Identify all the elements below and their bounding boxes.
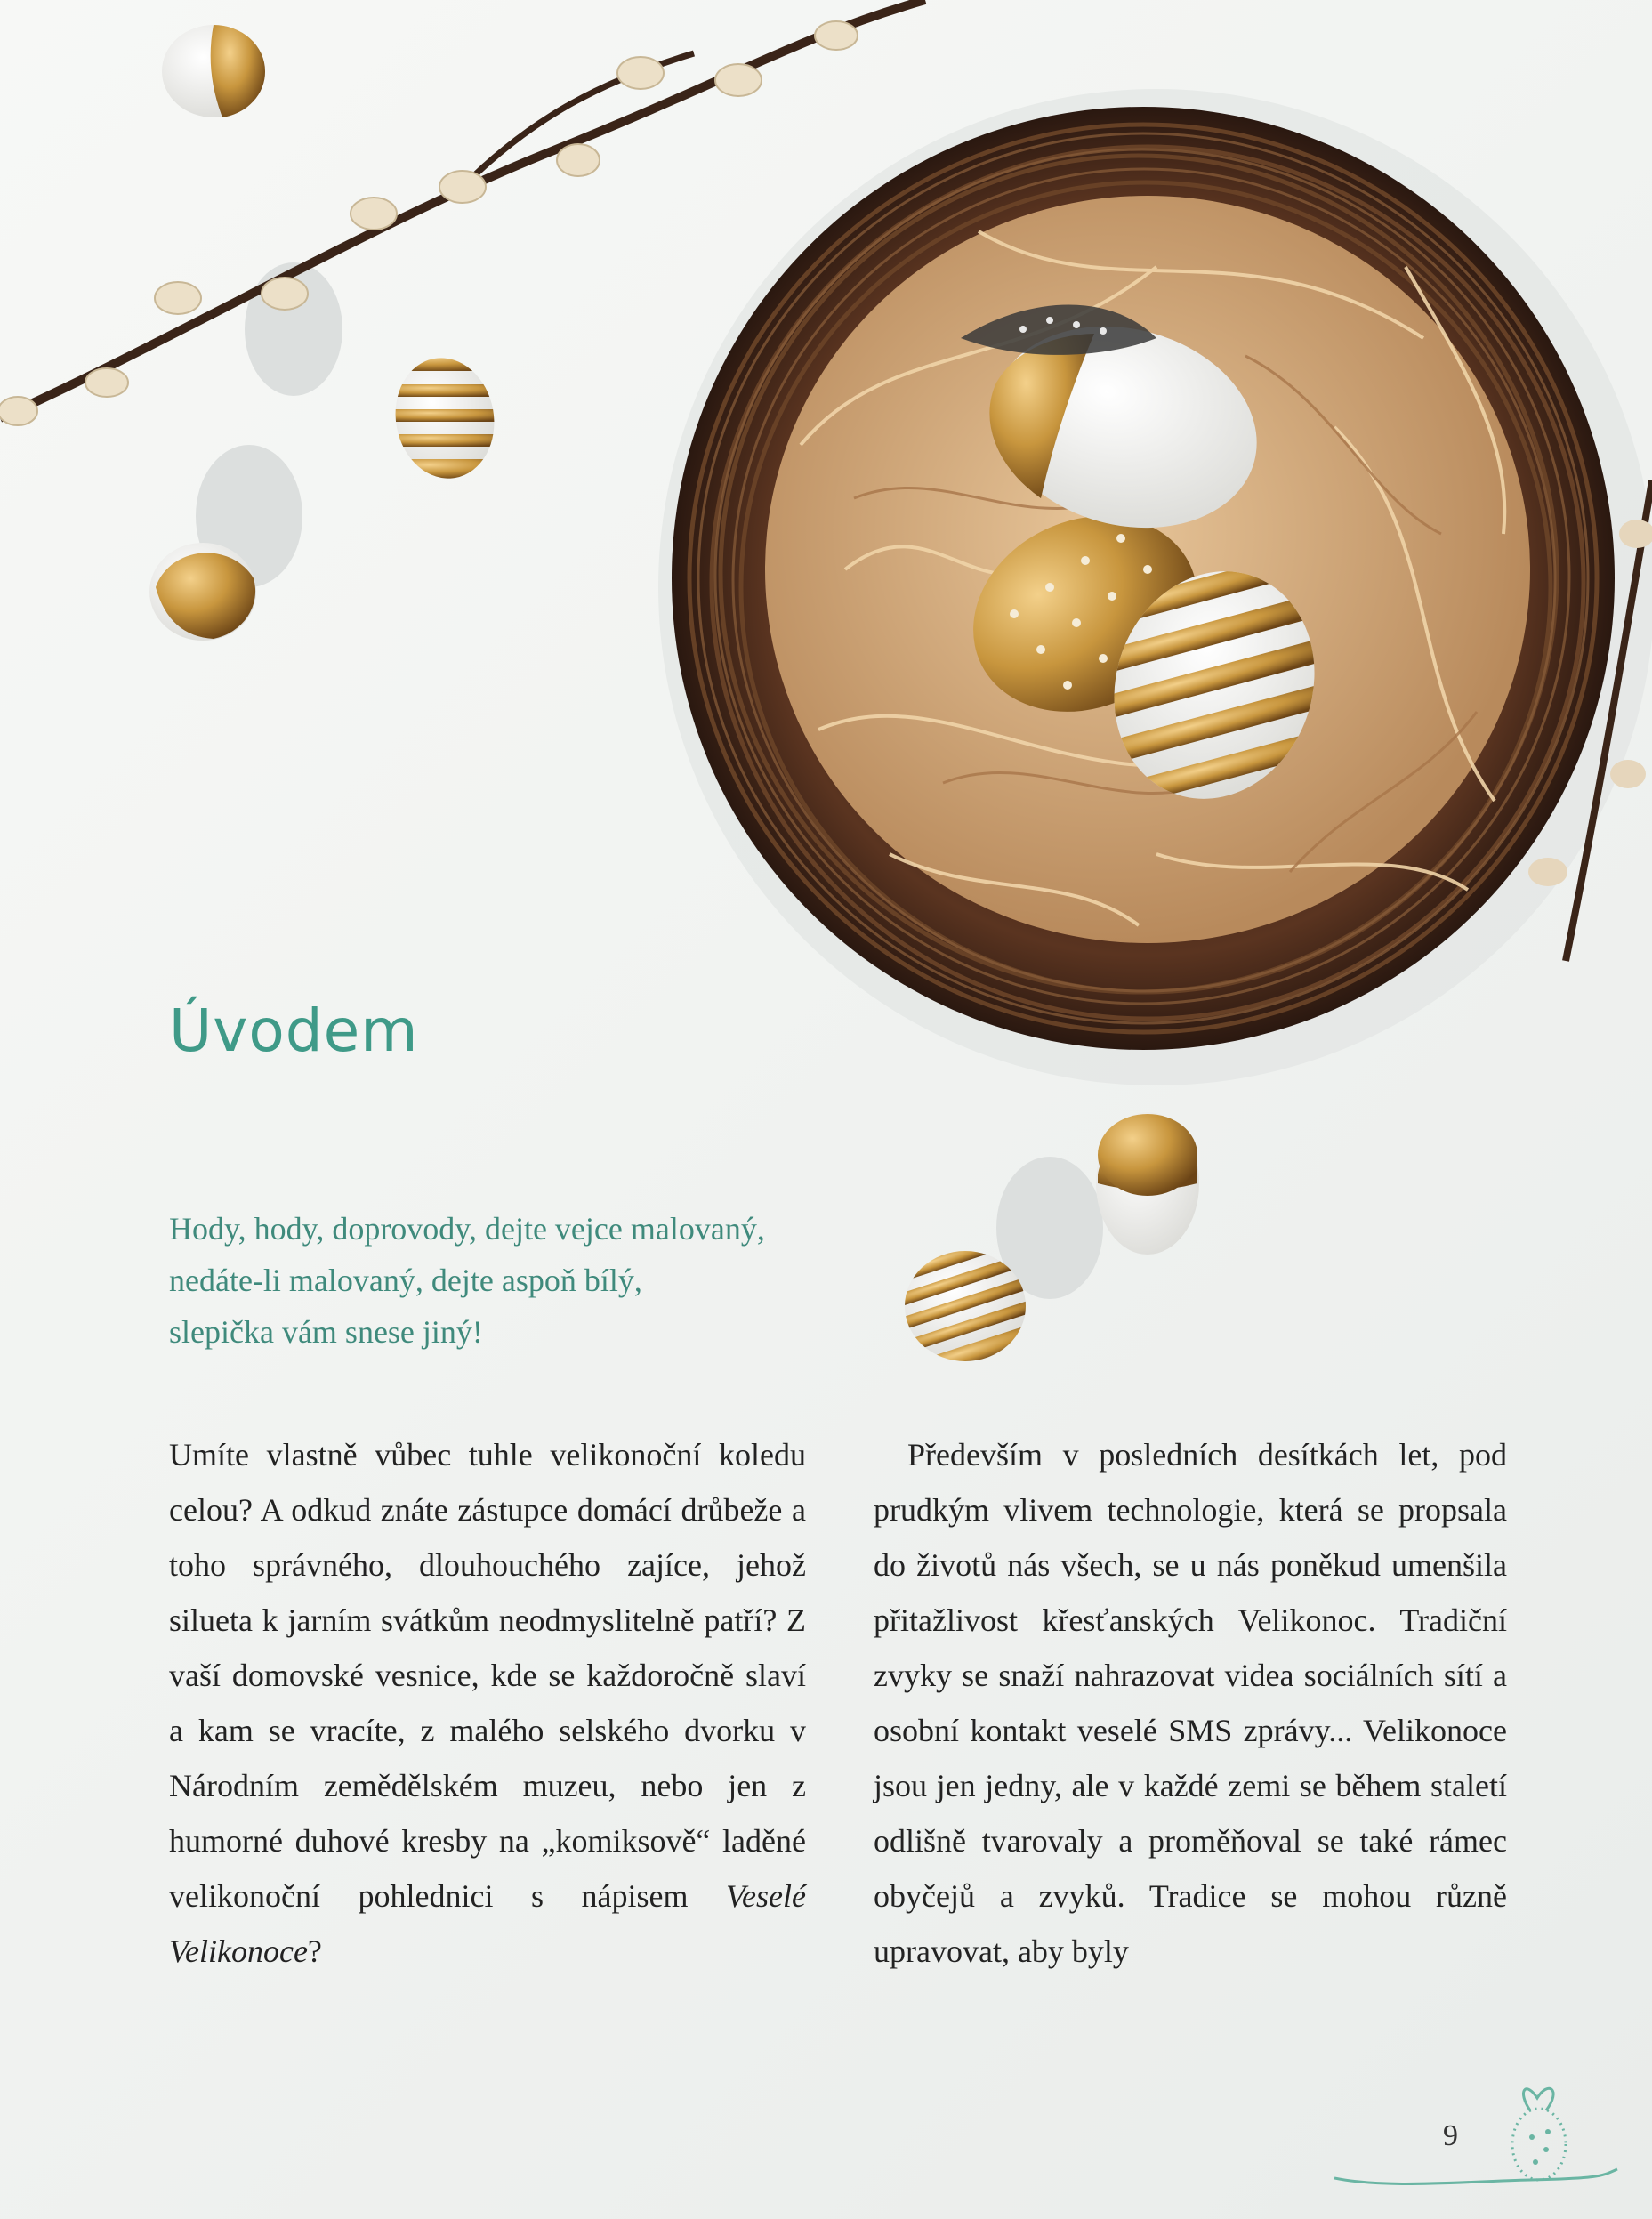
easter-egg-ornament-icon <box>1334 2073 1619 2198</box>
poem-line: slepička vám snese jiný! <box>169 1314 483 1350</box>
paragraph-end: ? <box>307 1933 322 1969</box>
poem-line: Hody, hody, doprovody, dejte vejce malovaný, <box>169 1211 765 1247</box>
paragraph-text: Především v posledních desítkách let, pod prudkým vlivem technologie, která se propsala do životů nás všech, se u nás poněkud umenšila přitažlivost křesťanských Velikonoc. Tradiční zvyky se snaží nahrazovat videa sociálních sítí a osobní kontakt veselé SMS zprávy... Velikonoce jsou jen jedny, ale v každé zemi se během staletí odlišně tvarovaly a proměňoval se také rámec obyčejů a zvyků. Tradice se mohou různě upravovat, aby byly <box>874 1437 1507 1969</box>
italic-phrase: Veselé Velikonoce <box>169 1878 806 1969</box>
body-column-right <box>874 1427 1507 1979</box>
page-number: 9 <box>1443 2119 1458 2152</box>
page-heading: Úvodem <box>169 997 419 1065</box>
poem-verse <box>169 1203 881 1358</box>
paragraph-text: Umíte vlastně vůbec tuhle velikonoční koledu celou? A odkud znáte zástupce domácí drůbeže a toho správného, dlouhouchého zajíce, jehož silueta k jarním svátkům neodmyslitelně patří? Z vaší domovské vesnice, kde se každoročně slaví a kam se vracíte, z malého selského dvorku v Národním zemědělském muzeu, nebo jen z humorné duhové kresby na „komiksově“ laděné velikonoční pohlednici s nápisem <box>169 1437 806 1914</box>
poem-line: nedáte-li malovaný, dejte aspoň bílý, <box>169 1263 642 1298</box>
body-column-left <box>169 1427 806 1979</box>
